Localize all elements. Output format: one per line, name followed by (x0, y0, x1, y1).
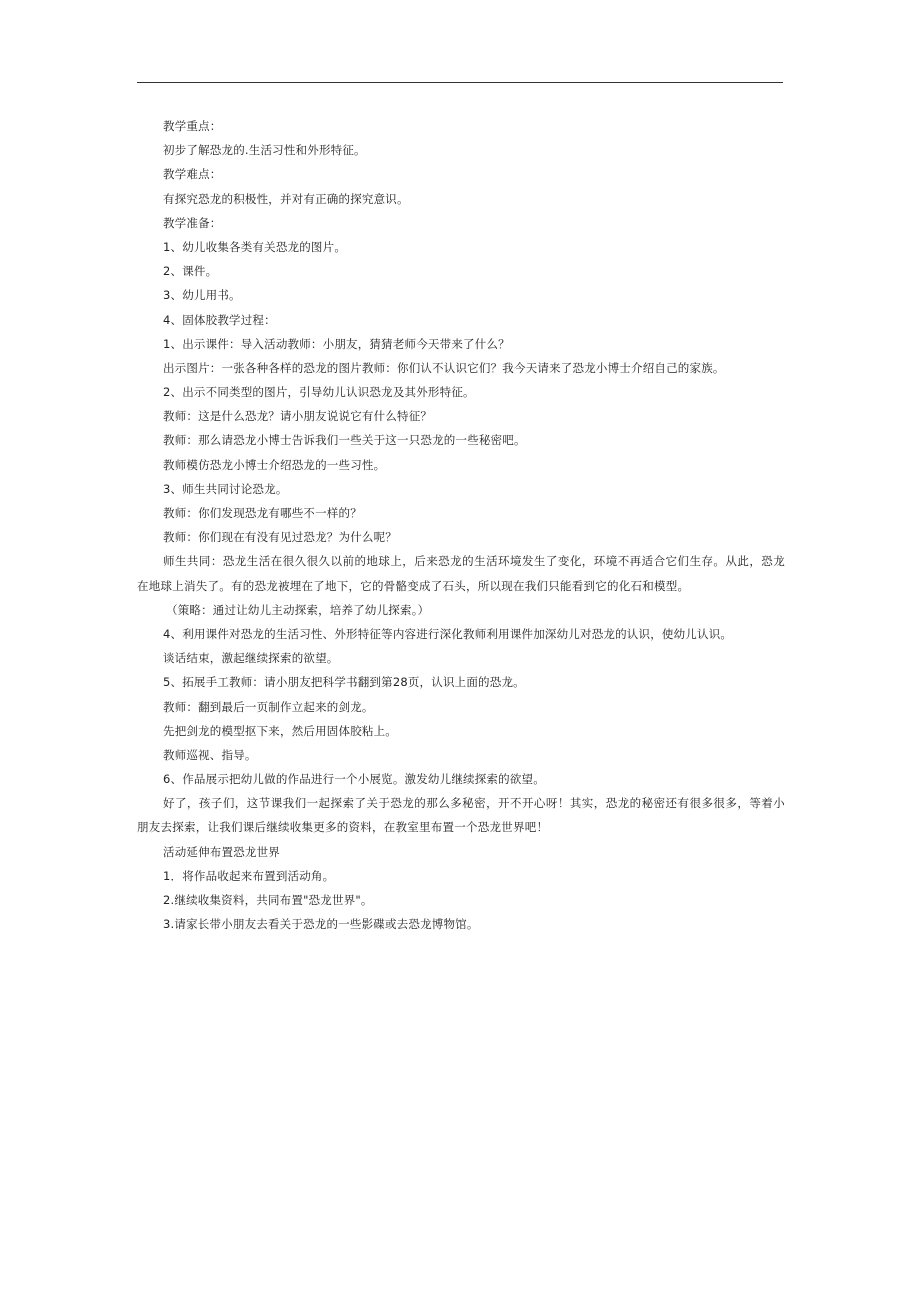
text-line: 教师：这是什么恐龙？请小朋友说说它有什么特征？ (163, 409, 433, 424)
paragraph-closing: 好了，孩子们，这节课我们一起探索了关于恐龙的那么多秘密，开不开心呀！其实，恐龙的秘密还有很多很多，等着小朋友去探索，让我们课后继续收集更多的资料，在教室里布置一个恐龙世界吧！ (137, 796, 785, 835)
list-item: 2、出示不同类型的图片，引导幼儿认识恐龙及其外形特征。 (163, 385, 475, 400)
text-line: 教师：那么请恐龙小博士告诉我们一些关于这一只恐龙的一些秘密吧。 (163, 433, 526, 448)
list-item: 2.继续收集资料，共同布置"恐龙世界"。 (163, 893, 373, 908)
text-line: 教师巡视、指导。 (163, 747, 257, 762)
list-item: 1、幼儿收集各类有关恐龙的图片。 (163, 239, 347, 254)
text-line: 教师模仿恐龙小博士介绍恐龙的一些习性。 (163, 457, 386, 472)
list-item: 3、师生共同讨论恐龙。 (163, 481, 288, 496)
text-line: 有探究恐龙的积极性，并对有正确的探究意识。 (163, 191, 409, 206)
text-line: 初步了解恐龙的.生活习性和外形特征。 (163, 143, 366, 158)
text-line: 教师：你们发现恐龙有哪些不一样的？ (163, 506, 362, 520)
list-item: 4、固体胶教学过程： (163, 312, 276, 327)
heading-key-points: 教学重点： (163, 119, 222, 133)
heading-difficulties: 教学难点： (163, 167, 222, 182)
list-item: 2、课件。 (163, 264, 218, 279)
list-item: 1、出示课件：导入活动教师：小朋友，猜猜老师今天带来了什么？ (163, 336, 510, 351)
text-line: 教师：你们现在有没有见过恐龙？为什么呢？ (163, 530, 397, 545)
list-item: 3.请家长带小朋友去看关于恐龙的一些影碟或去恐龙博物馆。 (163, 917, 479, 932)
text-line: 谈话结束，激起继续探索的欲望。 (163, 651, 339, 666)
list-item: 5、拓展手工教师：请小朋友把科学书翻到第28页，认识上面的恐龙。 (163, 675, 525, 690)
strategy-note: （策略：通过让幼儿主动探索，培养了幼儿探索。） (166, 602, 430, 617)
list-item: 6、作品展示把幼儿做的作品进行一个小展览。激发幼儿继续探索的欲望。 (163, 772, 545, 787)
heading-preparation: 教学准备： (163, 215, 222, 230)
document-body (137, 114, 785, 936)
text-line: 教师：翻到最后一页制作立起来的剑龙。 (163, 699, 374, 714)
list-item: 3、幼儿用书。 (163, 288, 241, 303)
list-item: 1．将作品收起来布置到活动角。 (163, 868, 335, 883)
list-item: 4、利用课件对恐龙的生活习性、外形特征等内容进行深化教师利用课件加深幼儿对恐龙的认识，使幼儿认识。 (163, 626, 733, 641)
text-line: 出示图片：一张各种各样的恐龙的图片教师：你们认不认识它们？我今天请来了恐龙小博士介绍自己的家族。 (163, 360, 725, 375)
header-rule (137, 82, 783, 83)
heading-extension: 活动延伸布置恐龙世界 (163, 844, 280, 859)
text-line: 先把剑龙的模型抠下来，然后用固体胶粘上。 (163, 723, 397, 738)
paragraph-dinosaur-history: 师生共同：恐龙生活在很久很久以前的地球上，后来恐龙的生活环境发生了变化，环境不再适合它们生存。从此，恐龙在地球上消失了。有的恐龙被埋在了地下，它的骨骼变成了石头，所以现在我们只能看到它的化石和模型。 (137, 554, 785, 593)
